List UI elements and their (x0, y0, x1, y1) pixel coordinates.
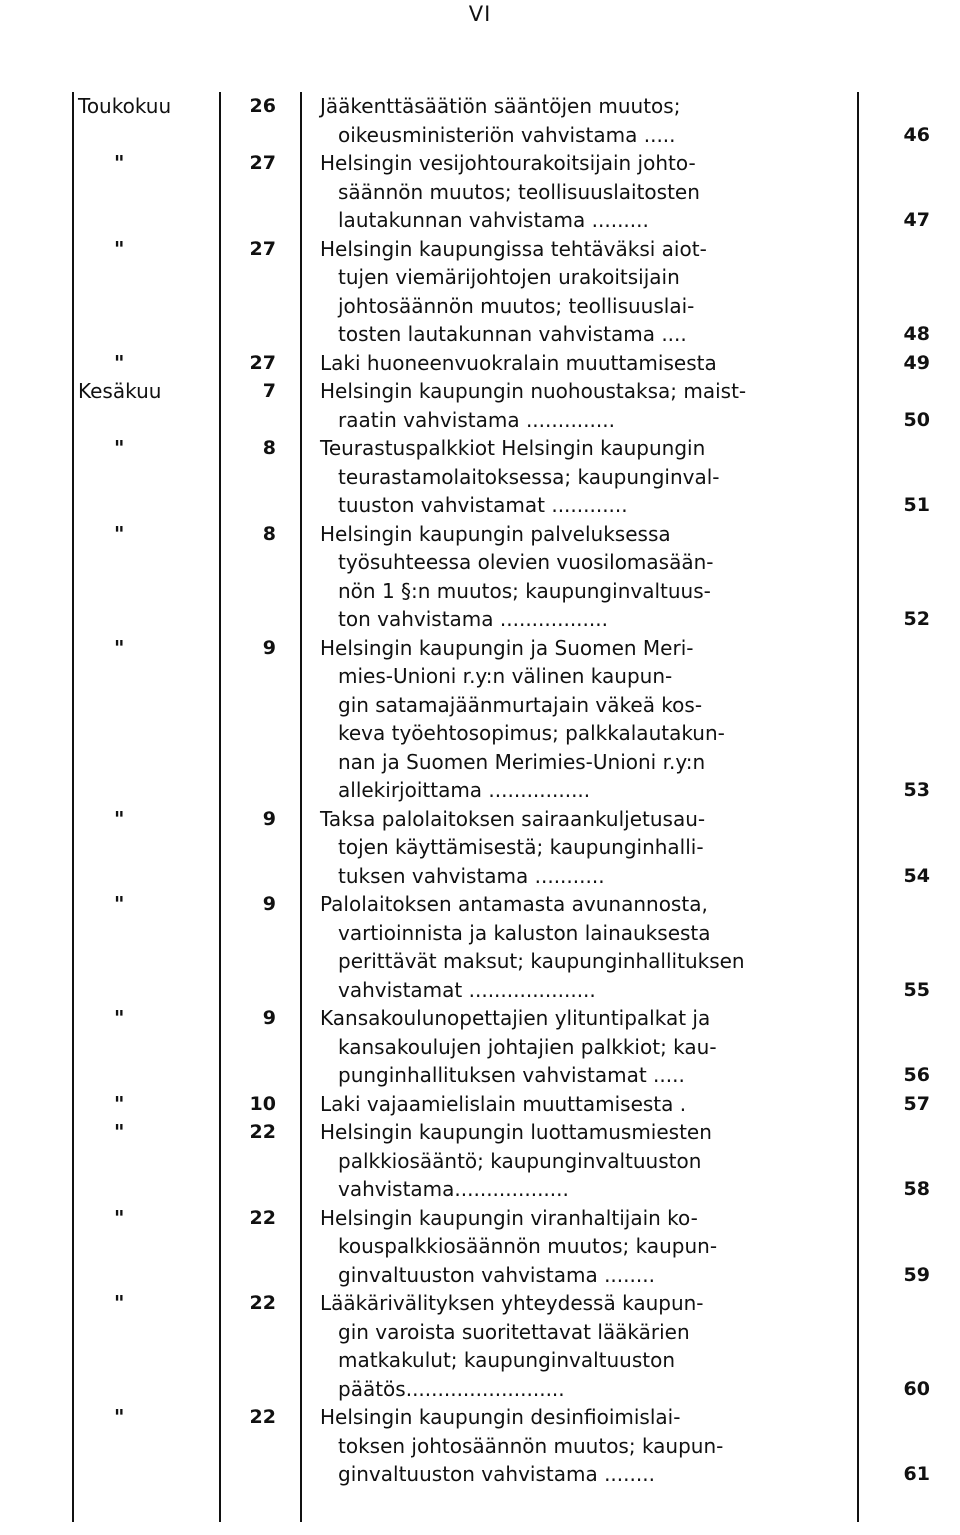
entry-title-line: Helsingin kaupungin viranhaltijain ko- (320, 1205, 698, 1230)
entry-title (320, 92, 848, 149)
entry-title (320, 1289, 848, 1403)
entry-title-line: palkkiosääntö; kaupunginvaltuuston (338, 1148, 702, 1173)
entry-title (320, 434, 848, 520)
entry-page-number: 46 (903, 123, 930, 146)
entry-title-line: Lääkärivälityksen yhteydessä kaupun- (320, 1291, 704, 1315)
contents-entry (0, 235, 960, 349)
contents-entry (0, 92, 960, 149)
contents-entry (0, 890, 960, 1004)
entry-title-line: punginhallituksen vahvistamat ..... (338, 1063, 685, 1087)
entry-title-line: päätös......................... (338, 1376, 565, 1401)
contents-entry (0, 377, 960, 434)
page-number: VI (468, 2, 492, 26)
contents-entry (0, 1118, 960, 1204)
entry-day: 9 (262, 893, 276, 915)
entry-title-line: matkakulut; kaupunginvaltuuston (338, 1348, 676, 1372)
entry-day: 27 (249, 351, 276, 374)
entry-page-number: 60 (903, 1377, 930, 1400)
entry-title-line: lautakunnan vahvistama ......... (338, 208, 649, 232)
entry-month: Kesäkuu (78, 379, 162, 403)
entry-day: 27 (249, 152, 276, 174)
entry-day: 22 (249, 1206, 276, 1229)
entry-title-line: oikeusministeriön vahvistama ..... (338, 122, 676, 147)
entry-title-line: Helsingin kaupungin palveluksessa (320, 521, 671, 546)
entry-title (320, 520, 848, 634)
entry-title-line: teurastamolaitoksessa; kaupunginval- (338, 464, 720, 489)
entry-title (320, 1090, 848, 1119)
entry-title-line: ginvaltuuston vahvistama ........ (338, 1262, 655, 1287)
entry-month: " (114, 1006, 125, 1030)
entry-title-line: Helsingin vesijohtourakoitsijain johto- (320, 151, 696, 175)
contents-entry (0, 520, 960, 634)
entry-title-line: vartioinnista ja kaluston lainauksesta (338, 920, 711, 945)
entry-title-line: ginvaltuuston vahvistama ........ (338, 1462, 655, 1486)
entry-month: " (114, 151, 125, 175)
entry-day: 22 (249, 1406, 276, 1428)
entry-title-line: Jääkenttäsäätiön sääntöjen muutos; (320, 94, 681, 118)
entry-title-line: Teurastuspalkkiot Helsingin kaupungin (320, 436, 706, 460)
entry-title-line: Helsingin kaupungissa tehtäväksi aiot- (320, 236, 707, 261)
contents-entry (0, 1004, 960, 1090)
entry-title-line: Laki vajaamielislain muuttamisesta . (320, 1091, 687, 1116)
entry-month: " (114, 1405, 125, 1429)
contents-entry (0, 434, 960, 520)
entry-title-line: tosten lautakunnan vahvistama .... (338, 322, 687, 346)
contents-entry (0, 149, 960, 235)
entry-title-line: perittävät maksut; kaupunginhallituksen (338, 949, 745, 973)
entry-page-number: 58 (903, 1178, 930, 1200)
entry-month: " (114, 350, 125, 375)
contents-entry (0, 349, 960, 378)
entry-title-line: ton vahvistama ................. (338, 607, 608, 631)
entry-page-number: 56 (903, 1064, 930, 1086)
entry-month: " (114, 1091, 125, 1116)
entry-title-line: Helsingin kaupungin desinfioimislai- (320, 1405, 681, 1429)
entry-day: 9 (262, 1007, 276, 1029)
entry-title-line: mies-Unioni r.y:n välinen kaupun- (338, 664, 673, 688)
entry-page-number: 47 (903, 209, 930, 231)
entry-page-number: 52 (903, 608, 930, 630)
entry-title-line: johtosäännön muutos; teollisuuslai- (338, 293, 695, 318)
contents-entry (0, 805, 960, 891)
entry-page-number: 61 (903, 1463, 930, 1485)
entry-title-line: vahvistamat .................... (338, 977, 596, 1002)
entry-month: " (114, 1291, 125, 1315)
contents-entry (0, 1090, 960, 1119)
entry-day: 22 (249, 1121, 276, 1143)
entry-title-line: työsuhteessa olevien vuosilomasään- (338, 550, 714, 574)
entry-title-line: vahvistama.................. (338, 1177, 569, 1201)
entry-day: 9 (262, 636, 276, 659)
entry-month: " (114, 436, 125, 460)
entry-page-number: 54 (903, 864, 930, 887)
entry-title (320, 1118, 848, 1204)
entry-month: " (114, 1120, 125, 1144)
entry-month: " (114, 236, 125, 261)
entry-title-line: säännön muutos; teollisuuslaitosten (338, 179, 700, 204)
entry-title-line: Helsingin kaupungin nuohoustaksa; maist- (320, 379, 747, 403)
entry-day: 22 (249, 1292, 276, 1314)
entry-title-line: nön 1 §:n muutos; kaupunginvaltuus- (338, 578, 711, 603)
entry-title-line: Palolaitoksen antamasta avunannosta, (320, 892, 708, 916)
entry-title-line: Helsingin kaupungin luottamusmiesten (320, 1120, 712, 1144)
entry-month: " (114, 892, 125, 916)
entry-page-number: 48 (903, 323, 930, 345)
contents-entry (0, 634, 960, 805)
entry-title-line: Taksa palolaitoksen sairaankuljetusau- (320, 806, 706, 831)
entry-title-line: toksen johtosäännön muutos; kaupun- (338, 1433, 724, 1458)
entry-month: " (114, 1205, 125, 1230)
entry-page-number: 57 (903, 1092, 930, 1115)
entry-title-line: Helsingin kaupungin ja Suomen Meri- (320, 635, 694, 660)
contents-entry (0, 1403, 960, 1489)
entry-page-number: 49 (903, 351, 930, 374)
entry-page-number: 51 (903, 494, 930, 516)
entry-day: 10 (249, 1092, 276, 1115)
entry-day: 8 (262, 437, 276, 459)
entry-title-line: kansakoulujen johtajien palkkiot; kau- (338, 1034, 717, 1059)
contents-entry (0, 1204, 960, 1290)
entry-title (320, 235, 848, 349)
entry-title (320, 890, 848, 1004)
entry-title-line: kouspalkkiosäännön muutos; kaupun- (338, 1234, 718, 1258)
entry-title (320, 1004, 848, 1090)
entry-day: 27 (249, 237, 276, 260)
entry-title-line: tojen käyttämisestä; kaupunginhalli- (338, 835, 704, 859)
entry-page-number: 55 (903, 978, 930, 1001)
entry-title-line: gin varoista suoritettavat lääkärien (338, 1319, 690, 1344)
entry-day: 7 (262, 380, 276, 402)
entry-month: " (114, 806, 125, 831)
entry-title (320, 805, 848, 891)
entry-title-line: tuksen vahvistama ........... (338, 863, 605, 888)
entry-month: " (114, 521, 125, 546)
entry-title-line: Laki huoneenvuokralain muuttamisesta (320, 350, 717, 375)
entry-title (320, 349, 848, 378)
entry-page-number: 53 (903, 779, 930, 801)
entry-day: 8 (262, 522, 276, 545)
entry-title (320, 1204, 848, 1290)
entry-title-line: keva työehtosopimus; palkkalautakun- (338, 721, 725, 745)
entry-title-line: gin satamajäänmurtajain väkeä kos- (338, 692, 703, 717)
entry-title (320, 1403, 848, 1489)
entry-title-line: allekirjoittama ................ (338, 778, 591, 802)
entry-title-line: nan ja Suomen Merimies-Unioni r.y:n (338, 749, 706, 774)
entry-title (320, 377, 848, 434)
entry-title (320, 149, 848, 235)
entry-title-line: raatin vahvistama .............. (338, 407, 615, 432)
entry-month: Toukokuu (78, 94, 172, 118)
entry-month: " (114, 635, 125, 660)
contents-table (0, 92, 960, 1489)
contents-entry (0, 1289, 960, 1403)
entry-title-line: Kansakoulunopettajien ylituntipalkat ja (320, 1006, 711, 1030)
entry-title-line: tuuston vahvistamat ............ (338, 493, 628, 517)
entry-page-number: 50 (903, 408, 930, 431)
entry-day: 26 (249, 95, 276, 117)
entry-day: 9 (262, 807, 276, 830)
entry-title (320, 634, 848, 805)
entry-title-line: tujen viemärijohtojen urakoitsijain (338, 265, 680, 289)
entry-page-number: 59 (903, 1263, 930, 1286)
